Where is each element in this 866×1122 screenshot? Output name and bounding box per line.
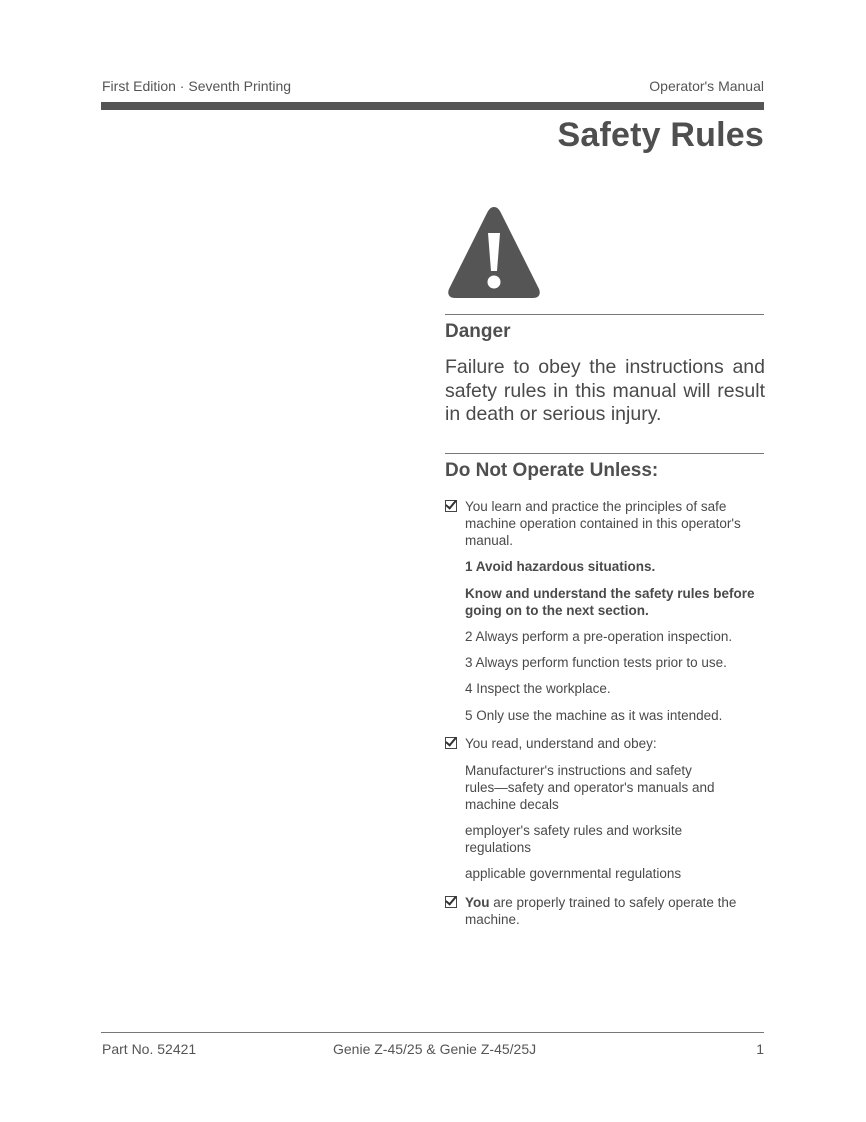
- footer-part-number: Part No. 52421: [102, 1041, 197, 1057]
- item-learn-principles: You learn and practice the principles of safe machine operation contained in this operator's manual.: [465, 499, 741, 548]
- danger-text: Failure to obey the instructions and safety rules in this manual will result in death or serious injury.: [445, 356, 765, 425]
- emphasis-you: You: [465, 895, 490, 910]
- header-edition: First Edition · Seventh Printing: [102, 78, 292, 94]
- header-manual-title: Operator's Manual: [649, 78, 764, 94]
- do-not-operate-heading: Do Not Operate Unless:: [445, 460, 659, 481]
- checkbox-icon: [445, 896, 457, 908]
- sub-governmental: applicable governmental regulations: [465, 866, 682, 881]
- footer-page-number: 1: [756, 1041, 764, 1057]
- item-properly-trained: [465, 894, 760, 928]
- step-use-as-intended: 5 Only use the machine as it was intended.: [465, 708, 723, 723]
- page-title: Safety Rules: [557, 116, 764, 154]
- step-inspect-workplace: 4 Inspect the workplace.: [465, 681, 611, 696]
- know-rules-text: Know and understand the safety rules before going on to the next section.: [465, 586, 755, 618]
- footer-model: Genie Z-45/25 & Genie Z-45/25J: [333, 1041, 537, 1057]
- checkbox-icon: [445, 737, 457, 749]
- section-rule: [445, 453, 764, 454]
- danger-top-rule: [445, 314, 764, 315]
- step-pre-operation: 2 Always perform a pre-operation inspection.: [465, 629, 733, 644]
- footer-rule: [101, 1032, 764, 1033]
- item-read-understand: You read, understand and obey:: [465, 736, 657, 751]
- avoid-hazards-text: 1 Avoid hazardous situations.: [465, 559, 656, 574]
- warning-triangle-icon: [445, 203, 543, 300]
- trained-text: are properly trained to safely operate the machine.: [465, 895, 737, 927]
- step-function-tests: 3 Always perform function tests prior to use.: [465, 655, 727, 670]
- checkbox-icon: [445, 500, 457, 512]
- danger-heading: Danger: [445, 321, 511, 342]
- sub-employer: employer's safety rules and worksite regulations: [465, 823, 683, 855]
- header-bar: [101, 102, 764, 110]
- sub-manufacturer: Manufacturer's instructions and safety rules—safety and operator's manuals and machine decals: [465, 763, 715, 812]
